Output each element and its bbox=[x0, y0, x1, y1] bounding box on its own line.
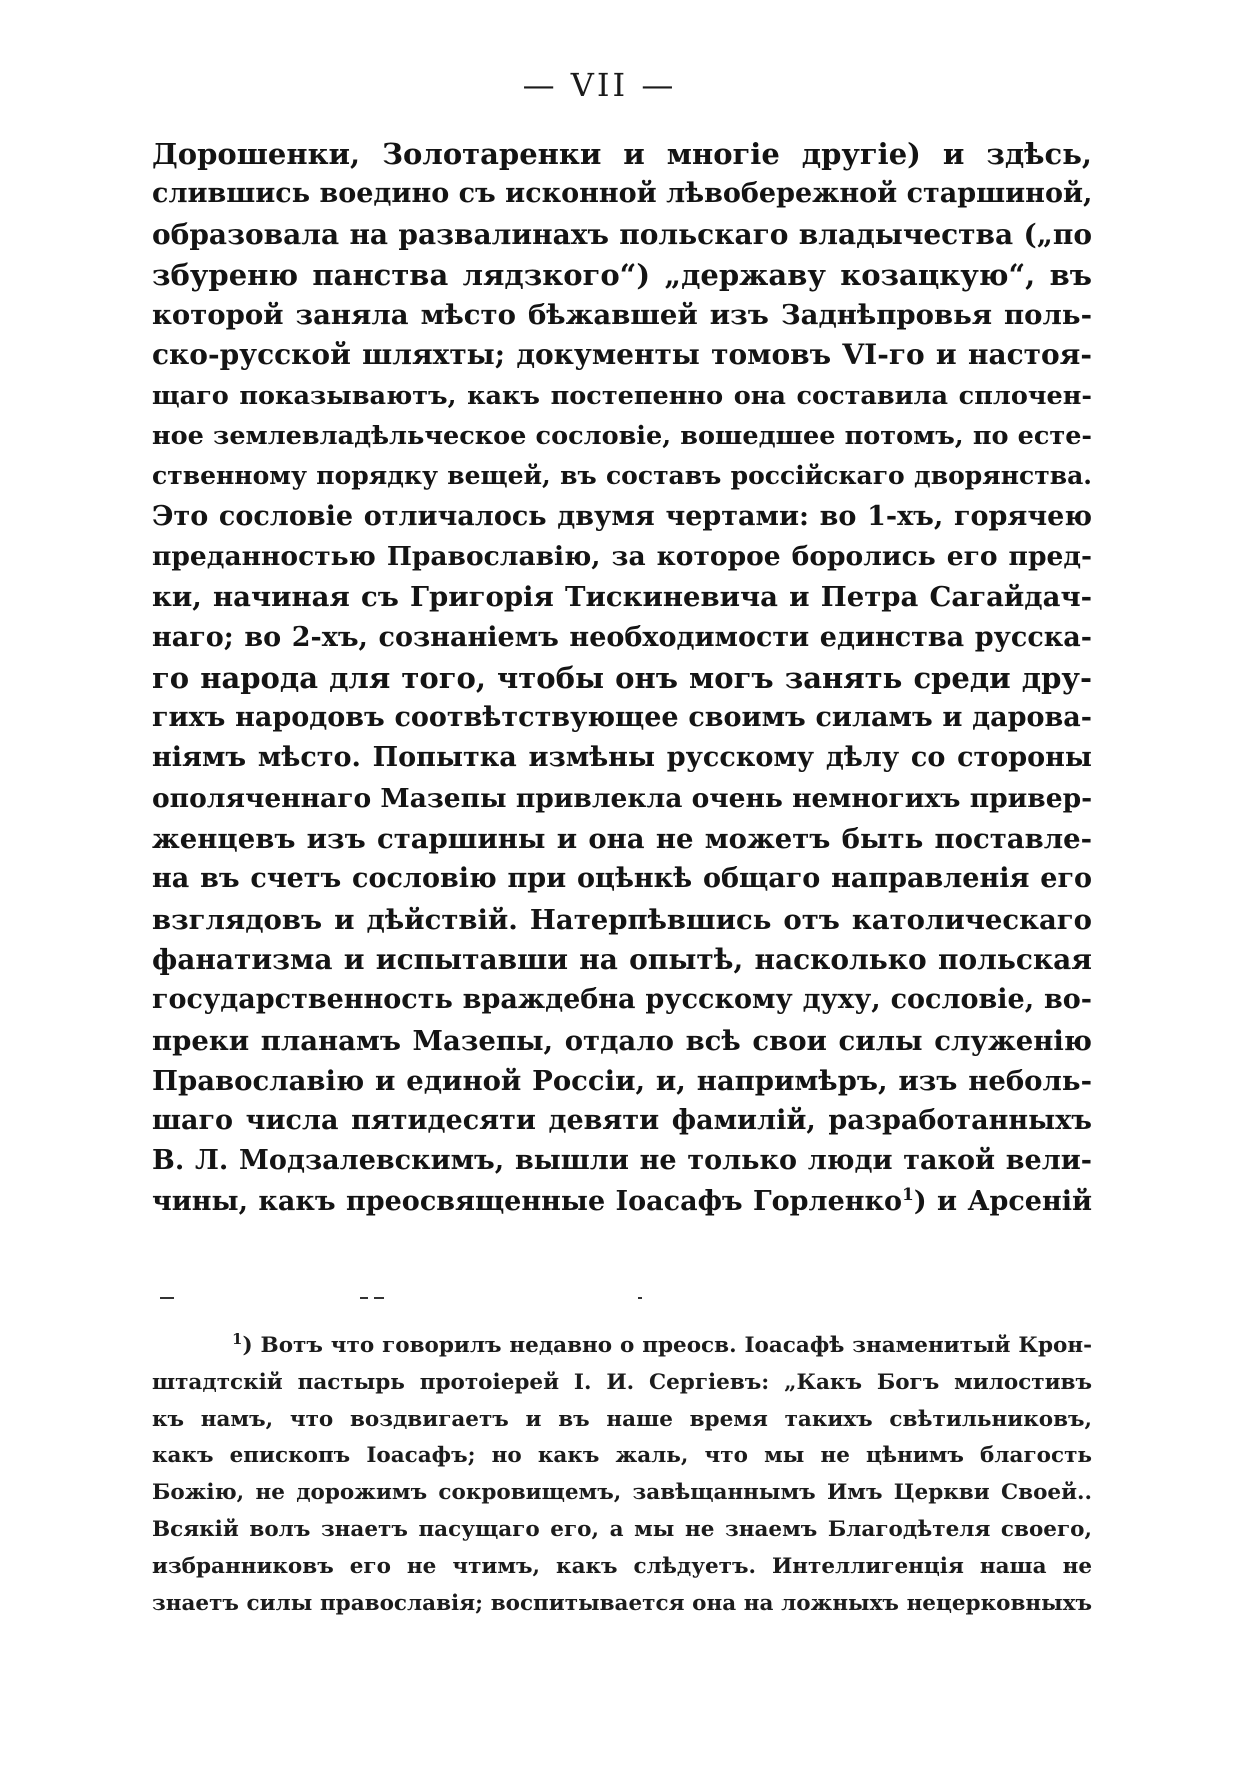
body-line: ско-русской шляхты; документы томовъ VI-го и настоя- bbox=[152, 338, 1092, 372]
body-line: ственному порядку вещей, въ составъ россійскаго дворянства. bbox=[152, 461, 1092, 491]
body-line: которой заняла мѣсто бѣжавшей изъ Заднѣпровья поль- bbox=[152, 299, 1092, 332]
body-line: збуреню панства лядзкого“) „державу козацкую“, въ bbox=[152, 257, 1092, 292]
body-line: ніямъ мѣсто. Попытка измѣны русскому дѣлу со стороны bbox=[152, 742, 1092, 774]
body-line: преки планамъ Мазепы, отдало всѣ свои силы служенію bbox=[152, 1024, 1092, 1057]
body-line: государственность враждебна русскому духу, сословіе, во- bbox=[152, 984, 1092, 1016]
body-line: шаго числа пятидесяти девяти фамилій, разработанныхъ bbox=[152, 1105, 1092, 1137]
body-line: ное землевладѣльческое сословіе, вошедшее потомъ, по есте- bbox=[152, 421, 1092, 452]
footnote-line-text: ) Вотъ что говорилъ недавно о преосв. Іоасафѣ знаменитый Крон- bbox=[242, 1333, 1092, 1358]
body-line: преданностью Православію, за которое боролись его пред- bbox=[152, 540, 1092, 572]
body-line: Дорошенки, Золотаренки и многіе другіе) и здѣсь, bbox=[152, 137, 1092, 171]
body-line: гихъ народовъ соотвѣтствующее своимъ силамъ и дарова- bbox=[152, 702, 1092, 734]
body-line: образовала на развалинахъ польскаго владычества („по bbox=[152, 217, 1092, 251]
page-number: — VII — bbox=[522, 66, 677, 104]
footnote-line: Всякій волъ знаетъ пасущаго его, а мы не знаемъ Благодѣтеля своего, bbox=[152, 1516, 1092, 1542]
body-line: щаго показываютъ, какъ постепенно она составила сплочен- bbox=[152, 380, 1092, 411]
body-line: В. Л. Модзалевскимъ, вышли не только люди такой вели- bbox=[152, 1145, 1092, 1177]
footnote-reference[interactable]: 1 bbox=[902, 1184, 914, 1205]
body-line: слившись воедино съ исконной лѣвобережной старшиной, bbox=[152, 178, 1093, 210]
separator-dash bbox=[360, 1297, 368, 1299]
body-line: Православію и единой Россіи, и, напримѣръ, изъ неболь- bbox=[152, 1064, 1092, 1097]
footnote-line: какъ епископъ Іоасафъ; но какъ жаль, что мы не цѣнимъ благость bbox=[152, 1443, 1092, 1469]
body-line: ки, начиная съ Григорія Тискиневича и Петра Сагайдач- bbox=[152, 581, 1092, 614]
body-line-text: чины, какъ преосвященные Іоасафъ Горленко bbox=[152, 1185, 903, 1217]
footnote-line bbox=[152, 1328, 1092, 1365]
body-line-last bbox=[152, 1182, 1092, 1222]
footnote-line: къ намъ, что воздвигаетъ и въ наше время такихъ свѣтильниковъ, bbox=[152, 1406, 1092, 1432]
footnote-line: избранниковъ его не чтимъ, какъ слѣдуетъ. Интеллигенція наша не bbox=[152, 1553, 1092, 1579]
footnote-line: знаетъ силы православія; воспитывается она на ложныхъ нецерковныхъ bbox=[152, 1590, 1092, 1616]
body-line-tail: ) и Арсеній bbox=[913, 1185, 1092, 1217]
body-line: ополяченнаго Мазепы привлекла очень немногихъ привер- bbox=[152, 782, 1093, 814]
footnote-separator bbox=[160, 1297, 680, 1299]
body-line: на въ счетъ сословію при оцѣнкѣ общаго направленія его bbox=[152, 863, 1092, 895]
body-line: Это сословіе отличалось двумя чертами: во 1-хъ, горячею bbox=[152, 500, 1092, 532]
footnote-mark: 1 bbox=[232, 1329, 243, 1348]
footnote-line: Божію, не дорожимъ сокровищемъ, завѣщаннымъ Имъ Церкви Своей.. bbox=[152, 1480, 1092, 1506]
body-line: женцевъ изъ старшины и она не можетъ быть поставле- bbox=[152, 823, 1092, 856]
body-line: наго; во 2-хъ, сознаніемъ необходимости единства русска- bbox=[152, 621, 1092, 653]
separator-dash bbox=[374, 1297, 384, 1299]
body-text bbox=[152, 134, 1092, 1222]
footnote-line: штадтскій пастырь протоіерей І. И. Сергіевъ: „Какъ Богъ милостивъ bbox=[152, 1369, 1092, 1395]
footnotes bbox=[152, 1328, 1092, 1622]
body-line: взглядовъ и дѣйствій. Натерпѣвшись отъ католическаго bbox=[152, 903, 1092, 936]
body-line: го народа для того, чтобы онъ могъ занять среди дру- bbox=[152, 660, 1092, 695]
body-line: фанатизма и испытавши на опытѣ, насколько польская bbox=[152, 942, 1092, 976]
separator-dash bbox=[160, 1297, 174, 1299]
separator-dash bbox=[638, 1297, 642, 1299]
